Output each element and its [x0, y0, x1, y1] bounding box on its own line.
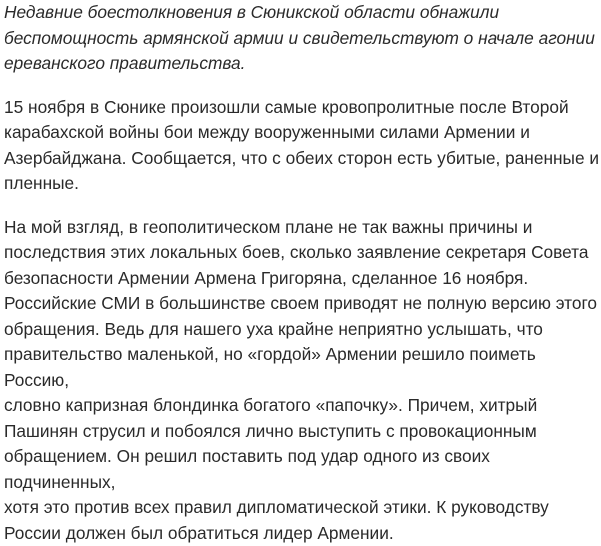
- article-paragraph-2: На мой взгляд, в геополитическом плане не так важны причины и последствия этих локальных боев, сколько заявление секретаря Совета безопасности Армении Армена Григоряна, сделанное 16 ноября. Российские СМИ в большинстве своем приводят не полную версию этого обращения. Ведь для нашего уха крайне неприятно услышать, что правительство маленькой, но «гордой» Армении решило поиметь Россию, словно капризная блондинка богатого «папочку». Причем, хитрый Пашинян струсил и побоялся лично выступить с провокационным обращением. Он решил поставить под удар одного из своих подчиненных, хотя это против всех правил дипломатической этики. К руководству России должен был обратиться лидер Армении.: [4, 215, 600, 546]
- article-body: [4, 0, 600, 546]
- article-lead: Недавние боестолкновения в Сюникской области обнажили беспомощность армянской армии и свидетельствуют о начале агонии ереванского правительства.: [4, 0, 600, 77]
- article-paragraph-1: 15 ноября в Сюнике произошли самые кровопролитные после Второй карабахской войны бои между вооруженными силами Армении и Азербайджана. Сообщается, что с обеих сторон есть убитые, раненные и пленные.: [4, 95, 600, 197]
